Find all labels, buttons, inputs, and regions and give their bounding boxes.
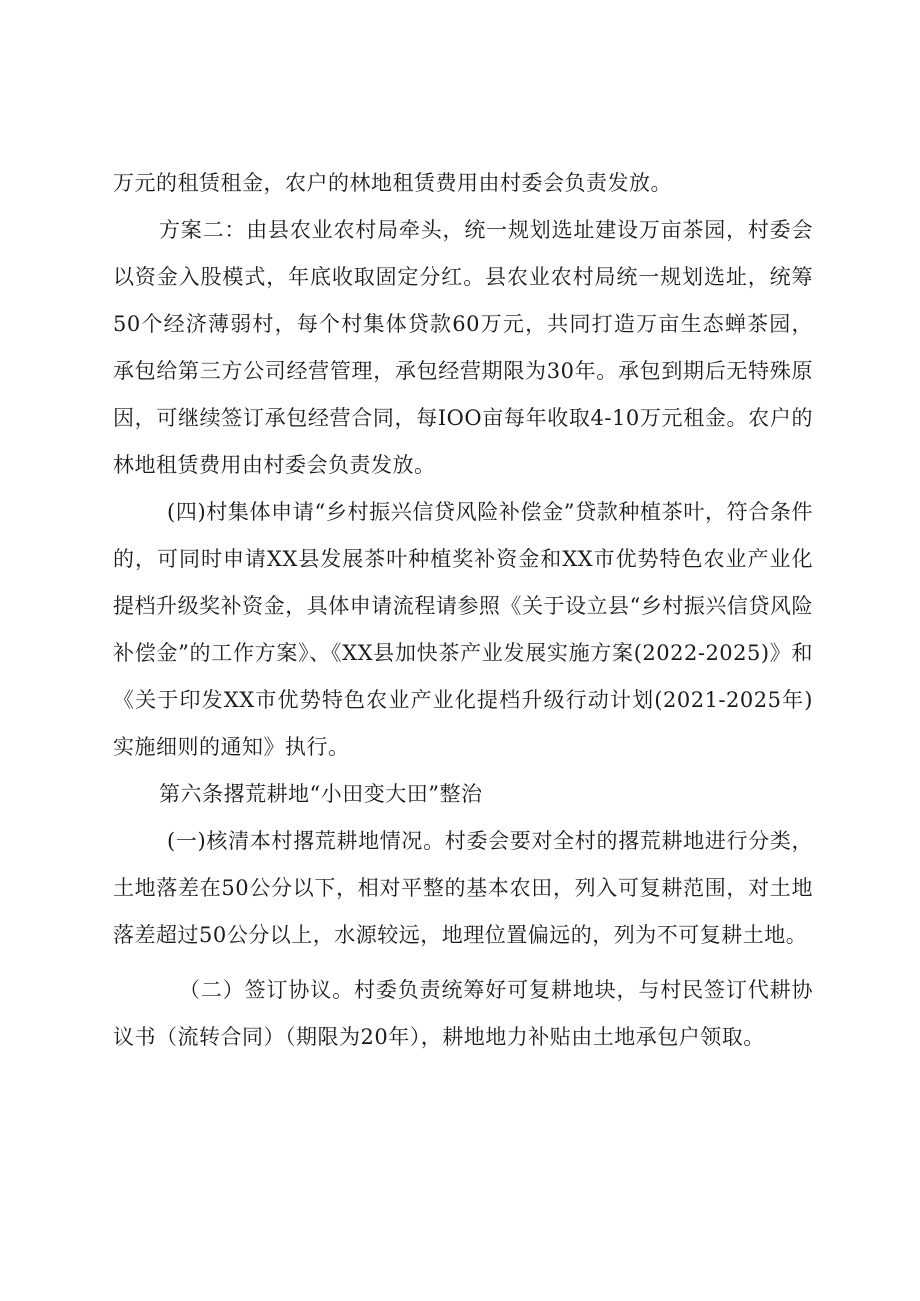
- paragraph-item-four: (四)村集体申请“乡村振兴信贷风险补偿金”贷款种植茶叶，符合条件的，可同时申请XX县发展茶叶种植奖补资金和XX市优势特色农业产业化提档升级奖补资金，具体申请流程请参照《关于设立县“乡村振兴信贷风险补偿金”的工作方案》、《XX县加快茶产业发展实施方案(2022-2025)》和《关于印发XX市优势特色农业产业化提档升级行动计划(2021-2025年)实施细则的通知》执行。: [113, 500, 813, 759]
- section-heading-article-six: 第六条撂荒耕地“小田变大田”整治: [159, 782, 483, 806]
- paragraph-rent-continuation: 万元的租赁租金，农户的林地租赁费用由村委会负责发放。: [113, 171, 672, 195]
- paragraph-plan-two: 方案二：由县农业农村局牵头，统一规划选址建设万亩茶园，村委会以资金入股模式，年底收取固定分红。县农业农村局统一规划选址，统筹50个经济薄弱村，每个村集体贷款60万元，共同打造万亩生态蝉茶园，承包给第三方公司经营管理，承包经营期限为30年。承包到期后无特殊原因，可继续签订承包经营合同，每IOO亩每年收取4-10万元租金。农户的林地租赁费用由村委会负责发放。: [113, 218, 813, 477]
- document-body: [113, 160, 813, 1061]
- paragraph-item-two: （二）签订协议。村委负责统筹好可复耕地块，与村民签订代耕协议书（流转合同）（期限为20年），耕地地力补贴由土地承包户领取。: [113, 978, 813, 1049]
- paragraph-item-one: (一)核清本村撂荒耕地情况。村委会要对全村的撂荒耕地进行分类，土地落差在50公分以下，相对平整的基本农田，列入可复耕范围，对土地落差超过50公分以上，水源较远，地理位置偏远的，列为不可复耕土地。: [113, 829, 813, 947]
